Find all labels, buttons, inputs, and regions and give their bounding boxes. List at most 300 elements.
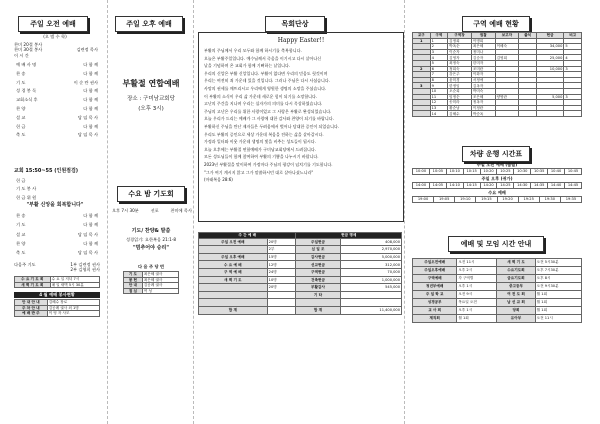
finance-cell <box>199 291 268 299</box>
wed-info <box>112 208 192 213</box>
finance-cell: 십 일 조 <box>296 246 340 254</box>
table-cell: 한미자 <box>471 60 495 66</box>
table-cell: 정미나 <box>471 49 495 55</box>
bus-schedule-title: 차량 운행 시간표 <box>462 146 530 162</box>
next-week-right: 2부 김영희 권사 <box>70 267 100 273</box>
finance-cell: 감사헌금 <box>296 253 340 261</box>
finance-cell: 70,000 <box>340 268 402 276</box>
schedule-row <box>413 307 582 315</box>
bus-row <box>413 169 582 175</box>
duty-cell: 김공례 권사 <box>142 283 178 289</box>
order-label: 찬 양 <box>16 240 26 246</box>
schedule-cell: 주일오후예배 <box>413 267 457 275</box>
table-cell: 김영자 <box>448 55 472 61</box>
table-cell <box>413 111 431 117</box>
next-week-right: 1부 김련정 권사 <box>70 262 100 267</box>
table-cell: 1 <box>430 38 448 44</box>
duty-cell: 점 심 <box>124 288 143 294</box>
table-cell: 12 <box>430 100 448 106</box>
finance-cell <box>199 299 268 307</box>
order-value: 다 함 께 <box>83 88 98 94</box>
schedule-cell: 새 벽 기 도 <box>497 259 535 267</box>
table-cell: 오순희 <box>448 88 472 94</box>
duty-cell: 안 내 안 내 <box>15 300 48 306</box>
schedule-cell: 월 1회 <box>457 315 497 323</box>
next-duty-table <box>123 271 179 294</box>
schedule-cell: 월 1회 <box>535 299 581 307</box>
finance-cell: 구 역 예 배 <box>199 268 268 276</box>
bus-time-cell: 10:30 <box>514 169 531 175</box>
schedule-cell: 중고등부 <box>497 283 535 291</box>
mid-time: 교회 15:50~55 (인원점검) <box>14 168 79 174</box>
finance-cell: 기 타 <box>296 291 340 299</box>
order2-list <box>16 213 98 259</box>
bus-time-cell: 14:45 <box>565 183 582 189</box>
table-cell: 2 <box>413 66 431 72</box>
table-cell: 이혜숙 <box>495 44 519 50</box>
wed-verse: 성경읽기: 요한복음 21:1-8 <box>125 237 176 242</box>
order-value: 담 임 목 사 <box>77 231 98 237</box>
table-cell: 양영란 <box>495 94 519 100</box>
finance-cell: 주일 오전 예배 <box>199 238 268 246</box>
schedule-row <box>413 267 582 275</box>
table-cell: 이정란 <box>471 105 495 111</box>
finance-cell: 합 계 <box>296 306 340 314</box>
bus-time-cell: 19:20 <box>497 197 518 203</box>
column-text-line: 가정과 일터와 이웃 가운데 생명의 빛을 비추는 성도들이 됩시다. <box>204 139 316 145</box>
column-text-line: 주님의 고난은 우리를 위한 사랑이었고 그 사랑은 부활로 완성되었습니다. <box>204 108 332 114</box>
order-value: 다 함 께 <box>83 62 98 67</box>
table-cell: 4 <box>564 55 582 61</box>
table-cell: 3 <box>564 94 582 100</box>
finance-row <box>199 291 402 299</box>
bus-time-cell: 10:20 <box>480 169 497 175</box>
column-text-line: 부활의 주님께서 우리 모두와 함께 하시기를 축복합니다. <box>204 48 302 53</box>
table-cell: 윤미경 <box>448 77 472 83</box>
table-cell: 8 <box>430 77 448 83</box>
duty-cell: 여 성 <box>142 288 178 294</box>
schedule-cell: 오전 9시30분 <box>535 283 581 291</box>
order-label: 찬 송 <box>16 70 26 76</box>
order-value: 다 함 께 <box>83 70 98 76</box>
table-header-cell: 교구 <box>413 33 431 39</box>
finance-cell: 2,970,000 <box>340 246 402 254</box>
table-cell: 2 <box>430 44 448 50</box>
schedule-cell: 주 일 학 교 <box>413 291 457 299</box>
table-cell: 이화자 <box>471 72 495 78</box>
schedule-cell: 오후 1시 <box>457 283 497 291</box>
finance-row <box>199 276 402 284</box>
finance-cell: 건축헌금 <box>296 276 340 284</box>
table-cell: 최은혜 <box>471 44 495 50</box>
table-header-cell: 출석 <box>519 33 537 39</box>
schedule-cell: 오후 2시 <box>457 267 497 275</box>
bus-row <box>413 197 582 203</box>
table-cell: 서정애 <box>471 77 495 83</box>
bus-time-cell: 14:10 <box>446 183 463 189</box>
duty-cell: 봉 헌 <box>124 277 143 283</box>
order-label: 찬 송 <box>16 213 26 218</box>
bus-time-cell: 14:30 <box>514 183 531 189</box>
table-cell: 김혜수 <box>448 111 472 117</box>
table-cell: 5,000 <box>536 94 564 100</box>
column-text-line: 2023년 부활절을 맞이하여 가정마다 주님의 평강이 넘치기를 기도합니다. <box>204 161 333 167</box>
table-cell <box>519 111 537 117</box>
finance-cell: 312,000 <box>340 261 402 269</box>
schedule-cell: 구역예배 <box>413 275 457 283</box>
finance-cell: 408,000 <box>340 238 402 246</box>
table-cell <box>495 111 519 117</box>
bus-time-cell: 10:40 <box>548 169 565 175</box>
table-header-cell: 비고 <box>564 33 582 39</box>
column-text-line: 오늘은 부활주일입니다. 예수님께서 죽음을 이기시고 다시 살아나신 <box>204 55 322 61</box>
table-cell: 박미숙 <box>471 88 495 94</box>
box-cell: 수 요 일 저녁 7시 <box>50 277 99 283</box>
order-value: 이 순 란 권사 <box>73 79 98 85</box>
finance-cell: 합 계 <box>199 306 268 314</box>
order-list <box>16 62 98 141</box>
order-value: 담 임 목 사 <box>77 114 98 120</box>
bus-time-cell: 19:00 <box>413 197 434 203</box>
schedule-cell: 오전 9시 <box>457 291 497 299</box>
bus-time-cell: 19:15 <box>476 197 497 203</box>
schedule-cell: 수요기도회 <box>497 267 535 275</box>
finance-row <box>199 246 402 254</box>
wed-theme: 기도/ 찬양& 말씀 <box>131 228 171 234</box>
order-value: 다 함 께 <box>83 123 98 129</box>
box-cell: 수 요 기 도 회 <box>15 277 51 283</box>
finance-cell: 11,400,000 <box>340 306 402 314</box>
column-text-line: (마태복음 28:6) <box>204 177 233 183</box>
schedule-cell: 오전 5시30분 <box>535 259 581 267</box>
duty-cell: 이 영 자 사모 <box>47 311 99 317</box>
finance-cell <box>267 299 296 307</box>
table-header-cell: 구역 <box>430 33 448 39</box>
order-value: 다 함 께 <box>83 240 98 246</box>
finance-cell: 20명 <box>267 284 296 292</box>
bus-table-3 <box>412 196 582 203</box>
bus-time-cell: 19:05 <box>434 197 455 203</box>
order-value: 다 함 께 <box>83 213 98 218</box>
finance-cell: 12명 <box>267 261 296 269</box>
next-week-label: 다음주 기도 <box>14 262 36 267</box>
easter-greeting: Happy Easter!! <box>277 37 325 44</box>
finance-header: 주 간 예 배 <box>199 233 296 239</box>
table-cell: 9 <box>430 83 448 89</box>
schedule-cell: 오전 11시 <box>457 259 497 267</box>
schedule-row <box>413 291 582 299</box>
table-header-cell: 구역장 <box>448 33 472 39</box>
bus-sub3: 수요 예배 <box>488 190 506 195</box>
bus-table-1 <box>412 168 582 175</box>
column-text-line: 날을 기념하며 온 교회가 함께 기뻐하는 날입니다. <box>204 63 291 69</box>
table-cell: 황순남 <box>448 105 472 111</box>
table-cell: 3 <box>413 83 431 89</box>
order-label: 설 교 <box>16 231 26 237</box>
wed-line: 오후 7시 30분 <box>112 208 139 213</box>
wed-topic: "멈추어야 승리" <box>133 245 169 251</box>
order-label: 기 도 <box>16 222 26 228</box>
bus-time-cell: 10:35 <box>531 169 548 175</box>
table-cell: 정옥자 <box>471 100 495 106</box>
finance-cell: 24명 <box>267 268 296 276</box>
table-cell: 임정순 <box>448 94 472 100</box>
duty-cell: 최은혜 권사 <box>142 277 178 283</box>
table-cell <box>536 111 564 117</box>
bus-sub2: 주일 오후 (귀가) <box>481 176 513 181</box>
order-value: 다 함 께 <box>83 97 98 103</box>
table-cell: 김정희 <box>448 38 472 44</box>
schedule-row <box>413 259 582 267</box>
finance-cell: 2부 <box>267 246 296 254</box>
mid-line: 헌 금 위 원 <box>16 194 37 200</box>
bus-time-cell: 14:40 <box>548 183 565 189</box>
order-label: 예 배 사 명 <box>16 62 37 67</box>
column-text-line: 모든 성도님들이 함께 참여하여 부활의 기쁨을 나누시기 바랍니다. <box>204 154 319 160</box>
table-cell: 4 <box>430 55 448 61</box>
pastor-column-title: 목회단상 <box>265 16 325 32</box>
table-cell: 10,000 <box>536 66 564 72</box>
schedule-cell: 목요일 오전 <box>457 299 497 307</box>
schedule-cell: 교 사 회 <box>413 307 457 315</box>
order-value: 담 임 목 사 <box>77 250 98 256</box>
column-text-line: 고난의 주간을 지나며 우리는 십자가의 의미를 다시 묵상하였습니다. <box>204 101 323 107</box>
bus-time-cell: 14:35 <box>531 183 548 189</box>
finance-cell: 선교헌금 <box>296 261 340 269</box>
table-cell: 김순자 <box>471 55 495 61</box>
lead-line: 찬미 30절 봉사 <box>14 47 43 53</box>
table-cell: 5 <box>564 44 582 50</box>
table-header-cell: 보고자 <box>495 33 519 39</box>
bus-time-cell: 14:25 <box>497 183 514 189</box>
table-cell: 정희숙 <box>448 66 472 72</box>
table-cell: 김영희 <box>495 55 519 61</box>
table-cell: 13 <box>430 105 448 111</box>
column-text-line: 부활하신 주님을 만난 제자들은 두려움에서 벗어나 담대한 증인이 되었습니다. <box>204 123 340 129</box>
pastor-column-box <box>198 32 404 222</box>
lead-line: 이 시 간 <box>14 52 29 58</box>
easter-joint-worship: 부활절 연합예배 <box>122 79 180 88</box>
finance-cell: 새 벽 기 도 <box>199 276 268 284</box>
schedule-title: 예배 및 모임 시간 안내 <box>448 236 544 252</box>
schedule-cell: 제직회 <box>413 315 457 323</box>
duty-cell: 안 내 <box>124 283 143 289</box>
duty-cell: 예 배 반 주 <box>15 311 48 317</box>
schedule-row <box>413 299 582 307</box>
bus-row <box>413 183 582 189</box>
schedule-cell: 당회 <box>497 307 535 315</box>
finance-cell: 수 요 예 배 <box>199 261 268 269</box>
schedule-cell: 유아부 <box>497 315 535 323</box>
wed-line: 선포 <box>150 208 159 213</box>
finance-row <box>199 284 402 292</box>
duty-cell: 최은혜 권사 <box>142 272 178 278</box>
bus-sub1: 주일 오전 예배 (출발) <box>476 162 518 167</box>
table-cell: 25,000 <box>536 55 564 61</box>
schedule-cell: 주일오전예배 <box>413 259 457 267</box>
lead-line: 찬미 20절 봉사 <box>14 42 43 47</box>
table-cell: 조은혜 <box>471 94 495 100</box>
schedule-row <box>413 283 582 291</box>
table-cell: 한정임 <box>448 83 472 89</box>
column-text-line: 오늘 오후에는 부활절 연합예배가 구미남교회당에서 드려집니다. <box>204 146 316 152</box>
finance-cell <box>340 299 402 307</box>
finance-cell: 1,000,000 <box>340 276 402 284</box>
order-label: 교회소식 후 <box>16 97 38 103</box>
order-label: 헌 금 <box>16 123 26 129</box>
mid-line: 헌 금 <box>16 178 26 183</box>
column-text-line: "그가 여기 계시지 않고 그가 말씀하시던 대로 살아나셨느니라" <box>204 169 314 175</box>
column-text-line: 우리는 여전히 죄 가운데 있을 것입니다. 그러나 주님은 다시 사셨습니다. <box>204 78 331 84</box>
bus-time-cell: 14:20 <box>480 183 497 189</box>
table-cell: 6 <box>430 66 448 72</box>
service-duty-table <box>14 299 100 317</box>
finance-cell: 주일헌금 <box>296 238 340 246</box>
finance-cell <box>267 291 296 299</box>
finance-cell: 15명 <box>267 253 296 261</box>
finance-cell <box>340 291 402 299</box>
finance-cell <box>199 246 268 254</box>
event-time: (오후 3시) <box>138 106 164 112</box>
schedule-cell: 남 선 교 회 <box>497 299 535 307</box>
next-duty-title: 다 음 주 당 번 <box>137 264 165 269</box>
table-cell: 이순자 <box>448 49 472 55</box>
finance-cell: 545,000 <box>340 284 402 292</box>
bus-time-cell: 10:45 <box>565 169 582 175</box>
finance-cell: 10명 <box>267 276 296 284</box>
morning-worship-subtitle: (오 범 수 학) <box>43 34 67 39</box>
schedule-table <box>412 258 582 323</box>
table-cell: 3 <box>430 49 448 55</box>
bus-time-cell: 14:00 <box>413 183 430 189</box>
schedule-cell: 오전 11시 <box>535 315 581 323</box>
column-text-line: 우리도 부활의 증인으로 세상 가운데 복음을 전하는 삶을 살아갑시다. <box>204 131 324 137</box>
schedule-cell: 월 1회 <box>535 307 581 315</box>
table-cell: 김옥자 <box>471 83 495 89</box>
schedule-cell: 오후 7시30분 <box>535 267 581 275</box>
table-cell: 7 <box>430 72 448 78</box>
finance-cell <box>267 306 296 314</box>
lead-line: 김련정 목사 <box>76 47 98 53</box>
column-text-line: 이 부활의 소식이 우리 삶 가운데 새로운 힘이 되기를 소망합니다. <box>204 93 318 99</box>
next-week <box>14 262 100 273</box>
bus-time-cell: 10:05 <box>429 169 446 175</box>
table-cell: 이명희 <box>471 38 495 44</box>
schedule-cell: 성경공부 <box>413 299 457 307</box>
table-cell <box>564 111 582 117</box>
table-cell: 11 <box>430 94 448 100</box>
finance-row <box>199 306 402 314</box>
schedule-cell: 월 1회 <box>535 291 581 299</box>
column-text-line: 오늘 우리가 드리는 예배가 그 사랑에 대한 감사와 찬양이 되기를 바랍니다. <box>204 116 334 122</box>
finance-cell: 부활감사 <box>296 284 340 292</box>
order-value: 다 함 께 <box>83 222 98 228</box>
prayer-time-box <box>14 276 100 288</box>
mid-lines <box>16 178 98 200</box>
finance-cell: 구역헌금 <box>296 268 340 276</box>
finance-header: 헌금 명세 <box>296 233 402 239</box>
finance-row <box>199 253 402 261</box>
finance-row <box>199 238 402 246</box>
table-row <box>413 111 582 117</box>
order-label: 기 도 <box>16 79 26 85</box>
bus-table-2 <box>412 182 582 189</box>
table-cell: 송미라 <box>448 100 472 106</box>
order-label: 설 교 <box>16 114 26 120</box>
finance-cell <box>296 299 340 307</box>
order-label: 축 도 <box>16 250 26 256</box>
fold-line <box>404 0 405 424</box>
table-cell: 박순옥 <box>471 111 495 117</box>
table-cell: 강은주 <box>448 72 472 78</box>
service-duty-title: 4 월 예배 봉사현황 <box>14 292 100 298</box>
box-cell: 새 벽 기 도 회 <box>15 282 51 288</box>
bus-time-cell: 10:00 <box>413 169 430 175</box>
table-header-cell: 헌금 <box>536 33 564 39</box>
mid-line: 기 도 봉 사 <box>16 186 37 192</box>
morning-worship-title: 주일 오전 예배 <box>18 16 88 32</box>
duty-cell: 주 차 안 내 <box>15 305 48 311</box>
lead-block <box>14 42 98 58</box>
column-text-line: 사망의 권세를 깨뜨리시고 우리에게 영원한 생명의 소망을 주셨습니다. <box>204 85 327 91</box>
finance-cell <box>199 284 268 292</box>
fold-line <box>193 0 194 424</box>
duty-cell: 김공례 권사 외 1명 <box>47 305 99 311</box>
schedule-cell: 오후 8시 <box>535 275 581 283</box>
bus-time-cell: 14:05 <box>429 183 446 189</box>
table-cell: 박옥순 <box>448 44 472 50</box>
schedule-cell: 금요기도회 <box>497 275 535 283</box>
table-cell: 최정숙 <box>448 60 472 66</box>
finance-cell: 주일 오후 예배 <box>199 253 268 261</box>
finance-cell: 20명 <box>267 238 296 246</box>
order-label: 축 도 <box>16 132 26 138</box>
order-label: 찬 양 <box>16 105 26 111</box>
order-value: 다 함 께 <box>83 105 98 111</box>
box-cell: 매 일 새벽 5시 30분 <box>50 282 99 288</box>
schedule-row <box>413 315 582 323</box>
table-cell: 10 <box>430 88 448 94</box>
table-cell: 5 <box>430 60 448 66</box>
wednesday-prayer-title: 수요 밤 기도회 <box>117 186 185 202</box>
bus-time-cell: 14:15 <box>463 183 480 189</box>
table-cell: 1 <box>413 38 431 44</box>
table-cell: 조미란 <box>471 66 495 72</box>
schedule-cell: 각 구역별 <box>457 275 497 283</box>
finance-cell: 5,000,000 <box>340 253 402 261</box>
table-header-cell: 권찰 <box>471 33 495 39</box>
finance-row <box>199 261 402 269</box>
wed-line: 찬미에 목사 <box>170 208 192 213</box>
finance-table <box>198 232 402 315</box>
table-cell: 3 <box>564 66 582 72</box>
column-text-line: 우리의 신앙은 부활 신앙입니다. 부활이 없다면 우리의 믿음도 헛것이며 <box>204 70 328 76</box>
bus-time-cell: 19:25 <box>518 197 539 203</box>
cell-worship-table <box>412 32 582 117</box>
schedule-cell: 청년부예배 <box>413 283 457 291</box>
bus-time-cell: 19:10 <box>455 197 476 203</box>
event-place: 장소 : 구미남교회당 <box>127 96 175 102</box>
finance-row <box>199 268 402 276</box>
finance-row <box>199 299 402 307</box>
duty-cell: 기 도 <box>124 272 143 278</box>
bus-time-cell: 19:30 <box>539 197 560 203</box>
bus-time-cell: 10:15 <box>463 169 480 175</box>
duty-cell: 김혜수 장로 <box>47 300 99 306</box>
schedule-row <box>413 275 582 283</box>
order-label: 성 경 봉 독 <box>16 88 37 94</box>
bus-time-cell: 10:10 <box>446 169 463 175</box>
